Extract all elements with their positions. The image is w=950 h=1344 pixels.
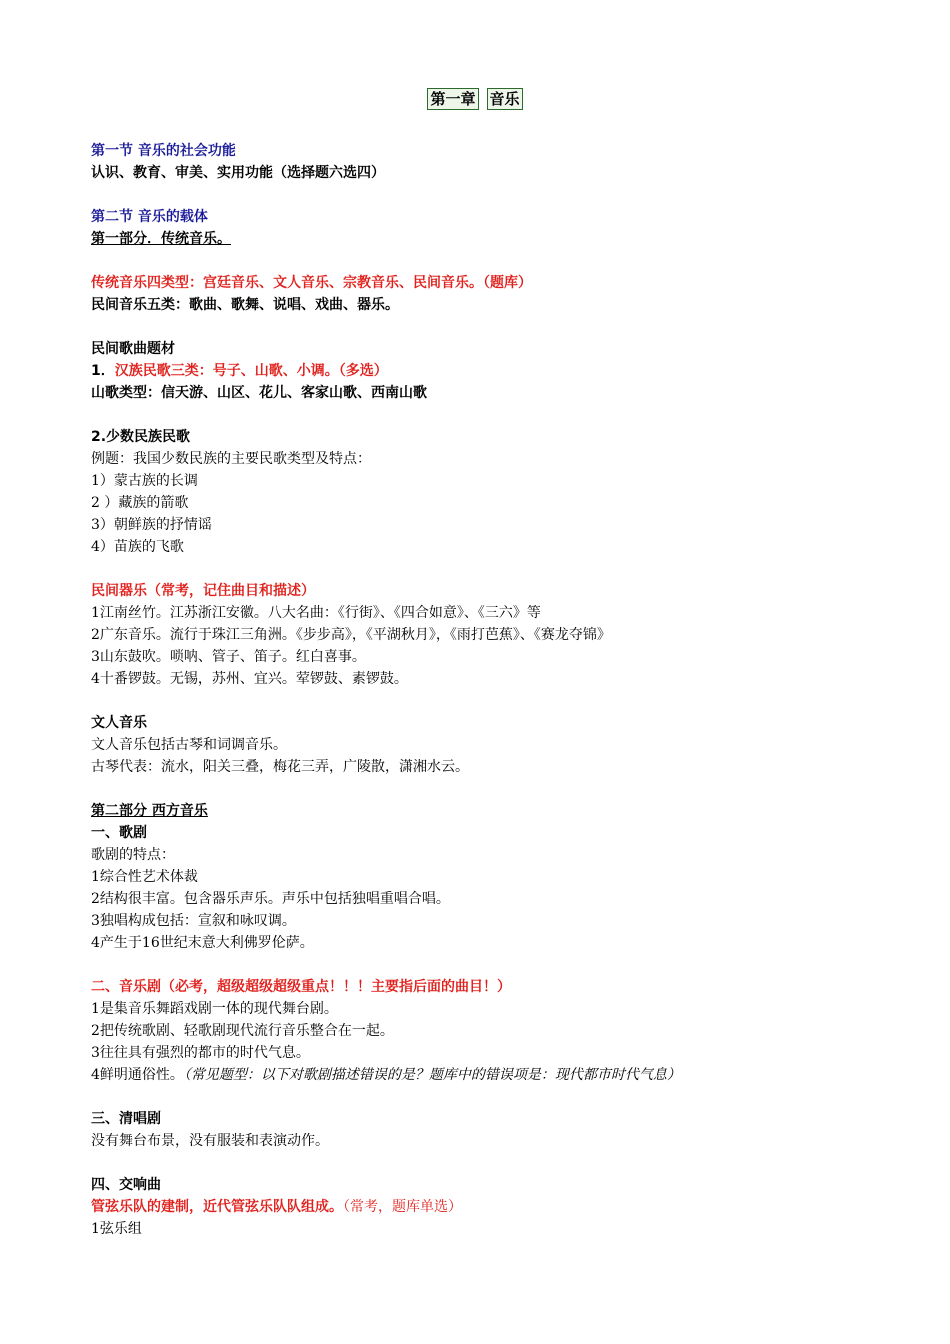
musical-item-4-text: 4鲜明通俗性。 <box>91 1067 184 1083</box>
list-item: 1江南丝竹。江苏浙江安徽。八大名曲：《行街》、《四合如意》、《三六》等 <box>91 605 541 621</box>
chapter-title <box>0 88 950 118</box>
mountain-song-types: 山歌类型：信天游、山区、花儿、客家山歌、西南山歌 <box>91 385 427 401</box>
minority-example: 例题：我国少数民族的主要民歌类型及特点： <box>91 451 371 467</box>
list-item: 1是集音乐舞蹈戏剧一体的现代舞台剧。 <box>91 1001 338 1017</box>
opera-intro: 歌剧的特点： <box>91 847 175 863</box>
orchestra-line <box>91 1196 891 1218</box>
four-types: 传统音乐四类型：宫廷音乐、文人音乐、宗教音乐、民间音乐。（题库） <box>91 275 532 291</box>
list-item: 2把传统歌剧、轻歌剧现代流行音乐整合在一起。 <box>91 1023 394 1039</box>
section1-heading: 第一节 音乐的社会功能 <box>91 143 236 159</box>
list-item: 4十番锣鼓。无锡，苏州、宜兴。荤锣鼓、素锣鼓。 <box>91 671 408 687</box>
chapter-name: 音乐 <box>487 88 523 110</box>
list-item: 文人音乐包括古琴和词调音乐。 <box>91 737 287 753</box>
minority-heading: 2.少数民族民歌 <box>91 429 191 445</box>
literati-heading: 文人音乐 <box>91 715 147 731</box>
han-folk-line <box>91 360 891 382</box>
list-item: 2广东音乐。流行于珠江三角洲。《步步高》，《平湖秋月》，《雨打芭蕉》、《赛龙夺锦》 <box>91 627 611 643</box>
list-item: 1综合性艺术体裁 <box>91 869 198 885</box>
chapter-number: 第一章 <box>427 88 478 110</box>
musical-note: （常见题型：以下对歌剧描述错误的是？题库中的错误项是：现代都市时代气息） <box>183 1067 681 1083</box>
orchestra-note: （常考，题库单选） <box>343 1199 462 1215</box>
list-item: 3往往具有强烈的都市的时代气息。 <box>91 1045 310 1061</box>
han-folk-text: 汉族民歌三类：号子、山歌、小调。（多选） <box>114 363 388 379</box>
musical-item-4 <box>91 1064 891 1086</box>
list-item: 1）蒙古族的长调 <box>91 473 198 489</box>
list-item: 2 ）藏族的箭歌 <box>91 495 189 511</box>
orchestra-text: 管弦乐队的建制，近代管弦乐队队组成。 <box>91 1199 343 1215</box>
document-page <box>91 88 891 1240</box>
part1-heading: 第一部分．传统音乐。 <box>91 231 231 247</box>
list-item: 古琴代表：流水，阳关三叠，梅花三弄，广陵散，潇湘水云。 <box>91 759 469 775</box>
list-item: 4）苗族的飞歌 <box>91 539 184 555</box>
instrumental-heading: 民间器乐（常考，记住曲目和描述） <box>91 583 315 599</box>
list-item: 4产生于16世纪末意大利佛罗伦萨。 <box>91 935 314 951</box>
list-item: 2结构很丰富。包含器乐声乐。声乐中包括独唱重唱合唱。 <box>91 891 450 907</box>
list-item: 3山东鼓吹。唢呐、管子、笛子。红白喜事。 <box>91 649 366 665</box>
han-number: 1． <box>91 363 115 379</box>
part2-heading: 第二部分 西方音乐 <box>91 803 208 819</box>
folk-song-heading: 民间歌曲题材 <box>91 341 175 357</box>
symphony-heading: 四、交响曲 <box>91 1177 161 1193</box>
list-item: 3独唱构成包括：宣叙和咏叹调。 <box>91 913 296 929</box>
list-item: 1弦乐组 <box>91 1221 142 1237</box>
oratorio-body: 没有舞台布景，没有服装和表演动作。 <box>91 1133 329 1149</box>
five-types: 民间音乐五类：歌曲、歌舞、说唱、戏曲、器乐。 <box>91 297 399 313</box>
section2-heading: 第二节 音乐的载体 <box>91 209 208 225</box>
musical-heading: 二、音乐剧（必考，超级超级超级重点！！！主要指后面的曲目！） <box>91 979 511 995</box>
oratorio-heading: 三、清唱剧 <box>91 1111 161 1127</box>
section1-body: 认识、教育、审美、实用功能（选择题六选四） <box>91 165 385 181</box>
list-item: 3）朝鲜族的抒情谣 <box>91 517 212 533</box>
opera-heading: 一、歌剧 <box>91 825 147 841</box>
